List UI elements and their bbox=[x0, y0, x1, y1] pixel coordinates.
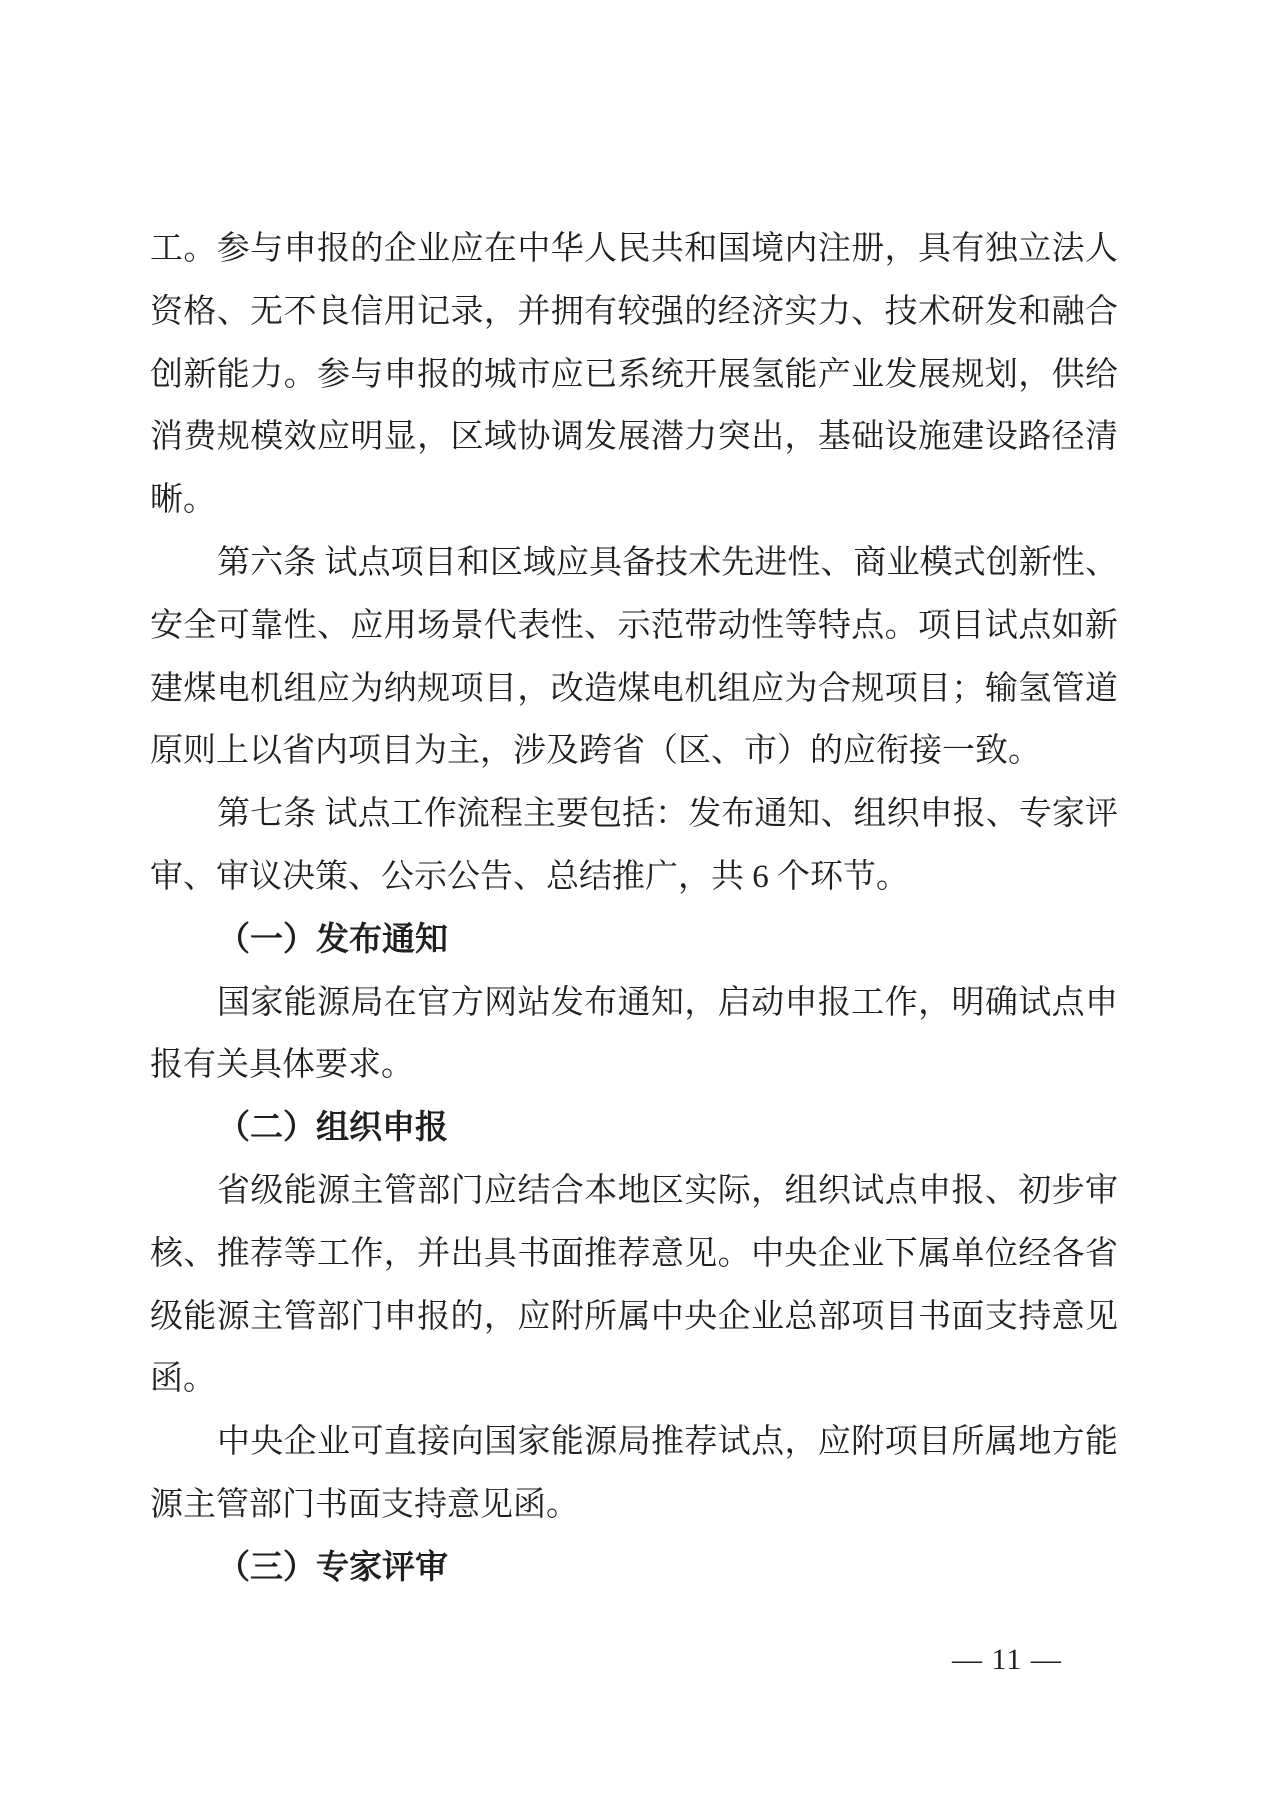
text-line: 中央企业可直接向国家能源局推荐试点，应附项目所属地方能 bbox=[217, 1424, 1118, 1461]
text-line: 原则上以省内项目为主，涉及跨省（区、市）的应衔接一致。 bbox=[150, 733, 1041, 770]
text-line: 省级能源主管部门应结合本地区实际，组织试点申报、初步审 bbox=[217, 1172, 1118, 1209]
section-heading-1: （一）发布通知 bbox=[217, 921, 448, 958]
section-heading-2: （二）组织申报 bbox=[217, 1110, 448, 1147]
text-line: 创新能力。参与申报的城市应已系统开展氢能产业发展规划，供给 bbox=[150, 356, 1118, 393]
text-line: 函。 bbox=[150, 1361, 216, 1398]
text-line: 安全可靠性、应用场景代表性、示范带动性等特点。项目试点如新 bbox=[150, 607, 1118, 644]
clause-7-line: 第七条 试点工作流程主要包括：发布通知、组织申报、专家评 bbox=[217, 796, 1118, 833]
text-line: 核、推荐等工作，并出具书面推荐意见。中央企业下属单位经各省 bbox=[150, 1235, 1118, 1272]
section-heading-3: （三）专家评审 bbox=[217, 1549, 448, 1586]
text-line: 资格、无不良信用记录，并拥有较强的经济实力、技术研发和融合 bbox=[150, 293, 1118, 330]
text-line: 源主管部门书面支持意见函。 bbox=[150, 1486, 579, 1523]
text-line: 消费规模效应明显，区域协调发展潜力突出，基础设施建设路径清 bbox=[150, 419, 1118, 456]
text-line: 级能源主管部门申报的，应附所属中央企业总部项目书面支持意见 bbox=[150, 1298, 1118, 1335]
document-body bbox=[150, 218, 1118, 1600]
text-line: 工。参与申报的企业应在中华人民共和国境内注册，具有独立法人 bbox=[150, 231, 1118, 267]
page-number: — 11 — bbox=[952, 1643, 1062, 1676]
clause-6-line: 第六条 试点项目和区域应具备技术先进性、商业模式创新性、 bbox=[217, 544, 1118, 581]
text-line: 审、审议决策、公示公告、总结推广，共 6 个环节。 bbox=[150, 858, 909, 895]
text-line: 报有关具体要求。 bbox=[150, 1047, 414, 1084]
text-line: 建煤电机组应为纳规项目，改造煤电机组应为合规项目；输氢管道 bbox=[150, 670, 1118, 707]
text-line: 国家能源局在官方网站发布通知，启动申报工作，明确试点申 bbox=[217, 984, 1118, 1021]
text-line: 晰。 bbox=[150, 482, 216, 519]
